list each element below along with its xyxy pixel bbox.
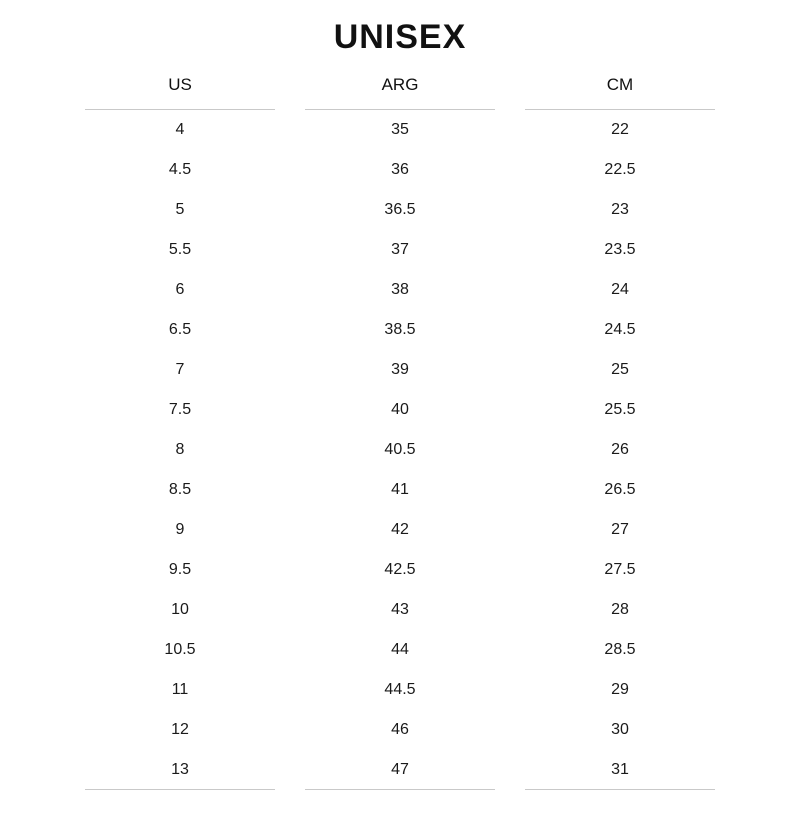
cell-us: 4.5 bbox=[168, 161, 192, 178]
column-header-arg bbox=[290, 69, 510, 109]
table-row bbox=[70, 470, 730, 510]
divider bbox=[525, 789, 714, 790]
cell-cm: 23.5 bbox=[604, 241, 636, 258]
table-row bbox=[70, 270, 730, 310]
cell-cm: 27 bbox=[611, 521, 629, 538]
table-row bbox=[70, 550, 730, 590]
table-row bbox=[70, 190, 730, 230]
cell-us: 10.5 bbox=[164, 641, 196, 658]
table-header bbox=[70, 69, 730, 110]
table-row bbox=[70, 350, 730, 390]
cell-us: 7.5 bbox=[168, 401, 192, 418]
cell-arg: 46 bbox=[391, 721, 409, 738]
cell-us: 5 bbox=[175, 201, 185, 218]
cell-us: 6 bbox=[175, 281, 185, 298]
table-row bbox=[70, 670, 730, 710]
cell-arg: 36 bbox=[391, 161, 409, 178]
divider bbox=[85, 789, 274, 790]
cell-cm: 31 bbox=[611, 761, 629, 778]
cell-us: 9 bbox=[175, 521, 185, 538]
table-row bbox=[70, 590, 730, 630]
cell-cm: 22 bbox=[611, 121, 629, 138]
cell-us: 12 bbox=[171, 721, 189, 738]
cell-us: 6.5 bbox=[168, 321, 192, 338]
cell-us: 7 bbox=[175, 361, 185, 378]
cell-cm: 25.5 bbox=[604, 401, 636, 418]
cell-cm: 22.5 bbox=[604, 161, 636, 178]
table-row bbox=[70, 150, 730, 190]
cell-arg: 38.5 bbox=[384, 321, 416, 338]
size-chart-page bbox=[0, 18, 800, 818]
cell-cm: 29 bbox=[611, 681, 629, 698]
column-header-cm-label: CM bbox=[606, 75, 634, 94]
table-header-row bbox=[70, 69, 730, 109]
footer-rule-arg bbox=[290, 789, 510, 790]
cell-cm: 30 bbox=[611, 721, 629, 738]
footer-rule-us bbox=[70, 789, 290, 790]
cell-cm: 28.5 bbox=[604, 641, 636, 658]
cell-cm: 25 bbox=[611, 361, 629, 378]
cell-cm: 27.5 bbox=[604, 561, 636, 578]
table-row bbox=[70, 750, 730, 789]
cell-arg: 42.5 bbox=[384, 561, 416, 578]
cell-arg: 37 bbox=[391, 241, 409, 258]
cell-arg: 35 bbox=[391, 121, 409, 138]
cell-arg: 36.5 bbox=[384, 201, 416, 218]
column-header-arg-label: ARG bbox=[381, 75, 419, 94]
cell-arg: 40.5 bbox=[384, 441, 416, 458]
cell-arg: 44.5 bbox=[384, 681, 416, 698]
cell-arg: 47 bbox=[391, 761, 409, 778]
cell-arg: 38 bbox=[391, 281, 409, 298]
table-row bbox=[70, 310, 730, 350]
cell-cm: 28 bbox=[611, 601, 629, 618]
cell-us: 5.5 bbox=[168, 241, 192, 258]
table-row bbox=[70, 110, 730, 150]
table-body bbox=[70, 110, 730, 789]
cell-arg: 41 bbox=[391, 481, 409, 498]
cell-us: 13 bbox=[171, 761, 189, 778]
cell-us: 4 bbox=[175, 121, 185, 138]
column-header-us-label: US bbox=[168, 75, 192, 94]
table-row bbox=[70, 430, 730, 470]
cell-us: 9.5 bbox=[168, 561, 192, 578]
column-header-us bbox=[70, 69, 290, 109]
cell-us: 11 bbox=[171, 681, 189, 698]
cell-cm: 24 bbox=[611, 281, 629, 298]
footer-rule-cm bbox=[510, 789, 730, 790]
divider bbox=[305, 789, 494, 790]
cell-arg: 40 bbox=[391, 401, 409, 418]
table-row bbox=[70, 630, 730, 670]
column-header-cm bbox=[510, 69, 730, 109]
cell-us: 10 bbox=[171, 601, 189, 618]
cell-cm: 26.5 bbox=[604, 481, 636, 498]
footer-rule-row bbox=[70, 789, 730, 790]
cell-cm: 23 bbox=[611, 201, 629, 218]
page-title: UNISEX bbox=[333, 18, 467, 56]
cell-us: 8 bbox=[175, 441, 185, 458]
table-row bbox=[70, 710, 730, 750]
cell-arg: 39 bbox=[391, 361, 409, 378]
table-row bbox=[70, 230, 730, 270]
table-row bbox=[70, 390, 730, 430]
cell-arg: 43 bbox=[391, 601, 409, 618]
cell-arg: 44 bbox=[391, 641, 409, 658]
table-row bbox=[70, 510, 730, 550]
size-conversion-table bbox=[70, 69, 730, 789]
cell-cm: 26 bbox=[611, 441, 629, 458]
cell-us: 8.5 bbox=[168, 481, 192, 498]
cell-cm: 24.5 bbox=[604, 321, 636, 338]
cell-arg: 42 bbox=[391, 521, 409, 538]
